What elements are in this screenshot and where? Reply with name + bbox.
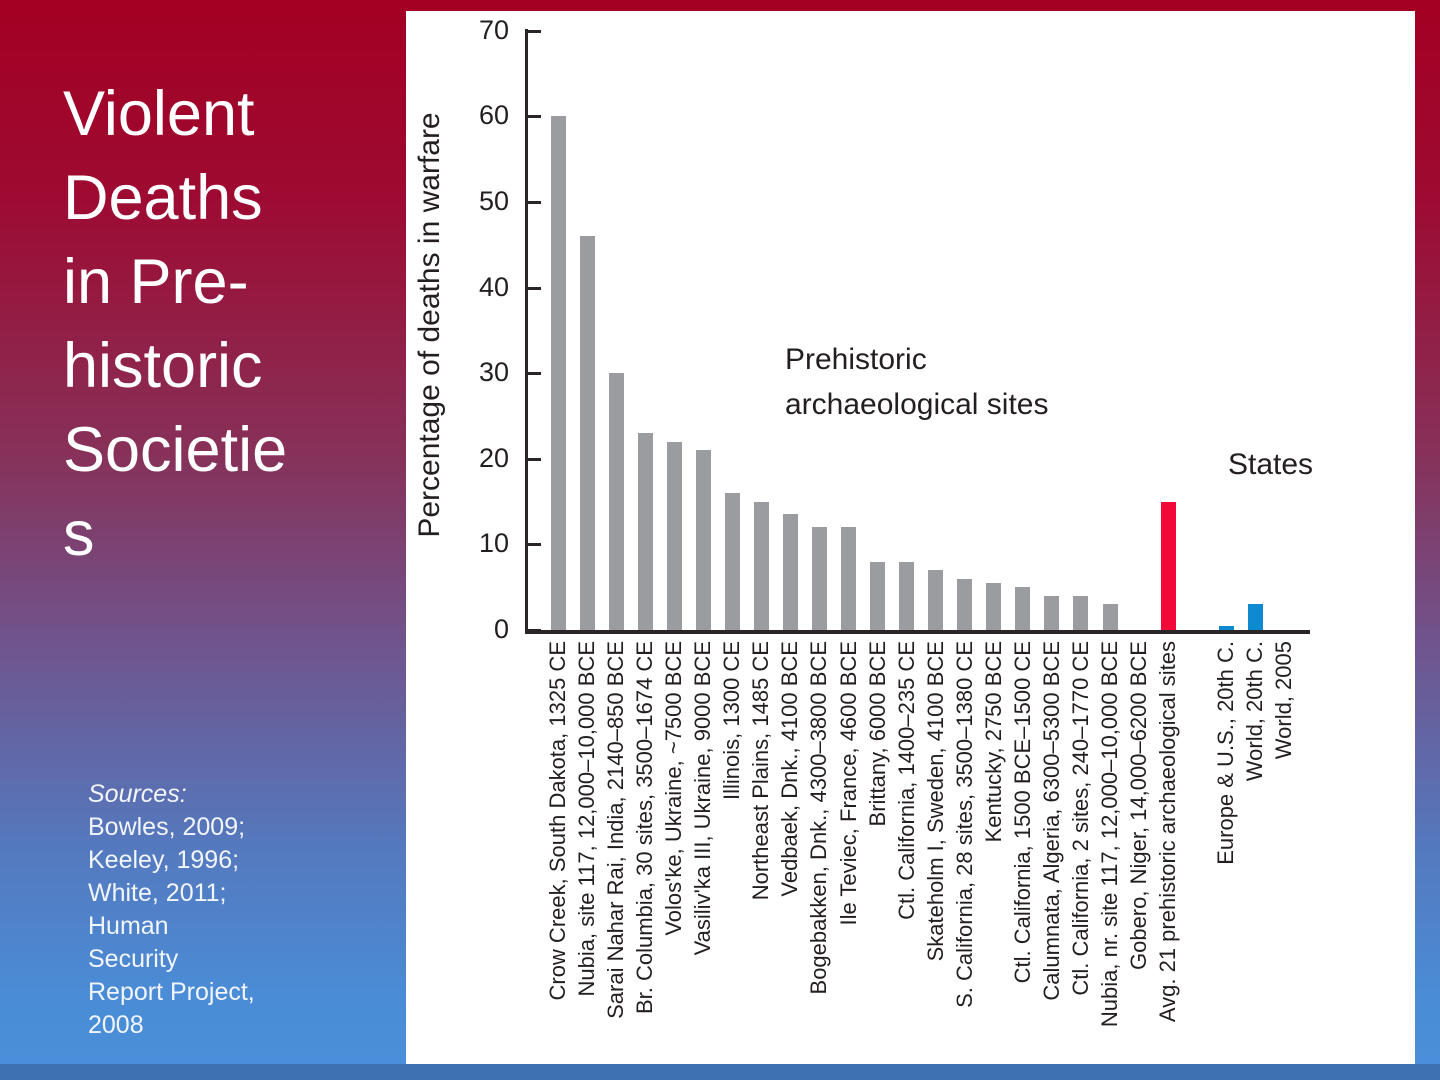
x-axis-label: Gobero, Niger, 14,000–6200 BCE bbox=[1126, 641, 1151, 971]
y-tick bbox=[528, 629, 541, 632]
bar bbox=[1248, 604, 1263, 630]
bar bbox=[1073, 596, 1088, 630]
bar bbox=[899, 562, 914, 630]
x-axis-label: Europe & U.S., 20th C. bbox=[1213, 641, 1239, 865]
x-axis-label: Calumnata, Algeria, 6300–5300 BCE bbox=[1038, 641, 1064, 1001]
x-axis-label: Illinois, 1300 CE bbox=[719, 641, 745, 800]
bar bbox=[783, 514, 798, 630]
bar bbox=[957, 579, 972, 630]
bar bbox=[1015, 587, 1030, 630]
bar bbox=[725, 493, 740, 630]
y-tick bbox=[528, 30, 541, 33]
bar bbox=[812, 527, 827, 630]
source-line: Security bbox=[88, 945, 179, 973]
y-tick-label: 30 bbox=[478, 357, 509, 388]
x-axis-label: Ile Teviec, France, 4600 BCE bbox=[835, 641, 861, 926]
source-line: White, 2011; bbox=[88, 879, 227, 907]
y-tick bbox=[528, 201, 541, 204]
source-line: Report Project, bbox=[88, 978, 255, 1006]
y-tick-label: 10 bbox=[478, 528, 509, 559]
bar bbox=[551, 116, 566, 630]
source-line: Keeley, 1996; bbox=[88, 846, 240, 874]
page-title: Violent Deaths in Pre-historic Societies bbox=[63, 79, 288, 569]
bar bbox=[841, 527, 856, 630]
bar bbox=[609, 373, 624, 630]
sources-label: Sources: bbox=[88, 780, 187, 808]
y-tick-label: 50 bbox=[478, 186, 509, 216]
x-axis-label: Avg. 21 prehistoric archaeological sites bbox=[1155, 641, 1181, 1023]
x-axis-label: Ctl. California, 1400–235 CE bbox=[893, 641, 919, 920]
bar bbox=[986, 583, 1001, 630]
x-axis-label: World, 20th C. bbox=[1242, 641, 1268, 782]
x-axis-label: Bogebakken, Dnk., 4300–3800 BCE bbox=[806, 641, 832, 995]
annotation-states: States bbox=[1228, 448, 1314, 481]
source-line: Bowles, 2009; bbox=[88, 813, 246, 841]
y-tick-label: 20 bbox=[478, 442, 509, 473]
bar bbox=[1161, 502, 1176, 630]
y-tick bbox=[528, 115, 541, 118]
bar bbox=[754, 502, 769, 630]
chart-plot bbox=[406, 11, 1415, 1065]
sources-lines bbox=[88, 811, 388, 1042]
bar bbox=[1219, 626, 1234, 630]
bar bbox=[580, 236, 595, 630]
x-axis-label: Sarai Nahar Rai, India, 2140–850 BCE bbox=[603, 641, 629, 1019]
bar bbox=[1044, 596, 1059, 630]
bar bbox=[696, 450, 711, 630]
x-axis-label: Vedbaek, Dnk., 4100 BCE bbox=[777, 641, 803, 897]
x-axis-label: Vasiliv'ka III, Ukraine, 9000 BCE bbox=[690, 641, 716, 956]
x-axis-label: Volos'ke, Ukraine, ~7500 BCE bbox=[661, 641, 687, 936]
y-axis-title: Percentage of deaths in warfare bbox=[413, 112, 446, 538]
bottom-strip bbox=[0, 1064, 1440, 1080]
y-tick bbox=[528, 287, 541, 290]
x-axis-label: Nubia, nr. site 117, 12,000–10,000 BCE bbox=[1097, 641, 1122, 1028]
x-axis-label: Crow Creek, South Dakota, 1325 CE bbox=[545, 641, 570, 1001]
y-tick-label: 40 bbox=[478, 271, 509, 302]
x-axis-label: Ctl. California, 1500 BCE–1500 CE bbox=[1009, 641, 1035, 984]
sources-block bbox=[88, 778, 388, 1042]
bar bbox=[638, 433, 653, 630]
y-tick-label: 70 bbox=[478, 14, 509, 45]
x-axis bbox=[525, 630, 1310, 634]
annotation-prehistoric-sites: Prehistoric archaeological sites bbox=[785, 343, 1049, 421]
bar bbox=[870, 562, 885, 630]
x-axis-label: Kentucky, 2750 BCE bbox=[980, 641, 1006, 843]
x-axis-label: Nubia, site 117, 12,000–10,000 BCE bbox=[574, 641, 600, 997]
source-line: Human bbox=[88, 912, 169, 940]
chart-panel bbox=[406, 11, 1415, 1065]
x-axis-label: Brittany, 6000 BCE bbox=[864, 641, 890, 827]
y-tick bbox=[528, 458, 541, 461]
x-axis-label: Br. Columbia, 30 sites, 3500–1674 CE bbox=[632, 641, 658, 1015]
source-line: 2008 bbox=[88, 1011, 144, 1039]
x-axis-label: Northeast Plains, 1485 CE bbox=[748, 641, 774, 901]
bar bbox=[667, 442, 682, 630]
x-axis-label: World, 2005 bbox=[1271, 641, 1297, 760]
y-tick-label: 60 bbox=[478, 100, 509, 131]
x-axis-label: Ctl. California, 2 sites, 240–1770 CE bbox=[1067, 641, 1093, 996]
x-axis-label: S. California, 28 sites, 3500–1380 CE bbox=[951, 641, 977, 1008]
y-tick-label: 0 bbox=[493, 614, 509, 644]
y-tick bbox=[528, 543, 541, 546]
bar bbox=[1103, 604, 1118, 630]
x-axis-label: Skateholm I, Sweden, 4100 BCE bbox=[922, 641, 948, 962]
bar bbox=[928, 570, 943, 630]
y-tick bbox=[528, 372, 541, 375]
